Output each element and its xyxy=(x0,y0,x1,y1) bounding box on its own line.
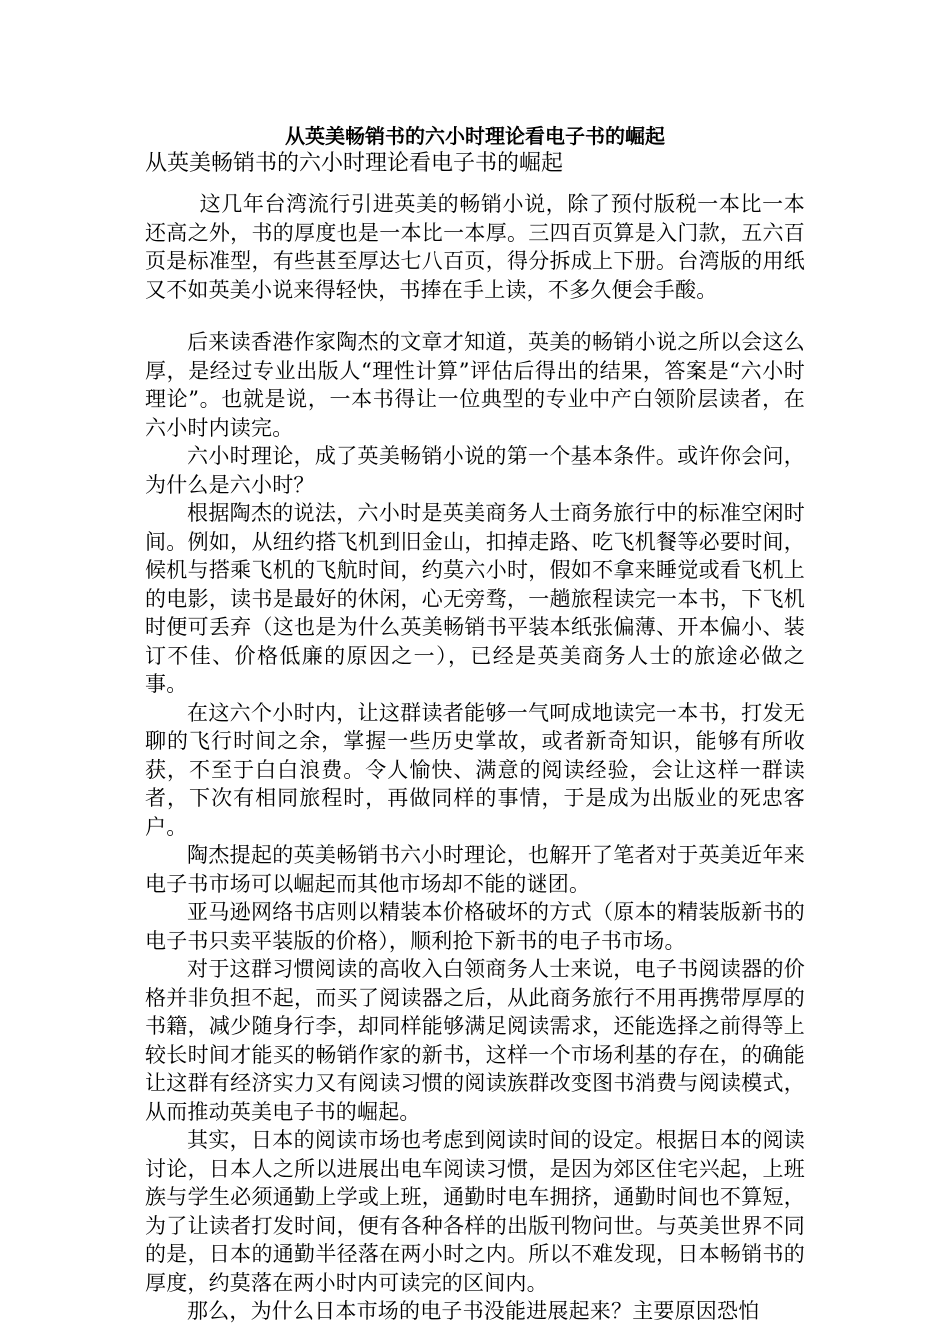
paragraph: 对于这群习惯阅读的高收入白领商务人士来说，电子书阅读器的价格并非负担不起，而买了阅读器之后，从此商务旅行不用再携带厚厚的书籍，减少随身行李，却同样能够满足阅读需求，还能选择之前得等上较长时间才能买的畅销作家的新书，这样一个市场利基的存在，的确能让这群有经济实力又有阅读习惯的阅读族群改变图书消费与阅读模式，从而推动英美电子书的崛起。 xyxy=(145,957,805,1124)
paragraph: 其实，日本的阅读市场也考虑到阅读时间的设定。根据日本的阅读讨论，日本人之所以进展出电车阅读习惯，是因为郊区住宅兴起，上班族与学生必须通勤上学或上班，通勤时电车拥挤，通勤时间也不算短，为了让读者打发时间，便有各种各样的出版刊物问世。与英美世界不同的是，日本的通勤半径落在两小时之内。所以不难发现，日本畅销书的厚度，约莫落在两小时内可读完的区间内。 xyxy=(145,1128,805,1295)
document-page xyxy=(145,122,805,1326)
paragraph-gap xyxy=(145,304,805,328)
document-title: 从英美畅销书的六小时理论看电子书的崛起 xyxy=(285,124,665,148)
paragraph: 六小时理论，成了英美畅销小说的第一个基本条件。或许你会问，为什么是六小时？ xyxy=(145,444,805,497)
paragraph: 根据陶杰的说法，六小时是英美商务人士商务旅行中的标准空闲时间。例如，从纽约搭飞机到旧金山，扣掉走路、吃飞机餐等必要时间，候机与搭乘飞机的飞航时间，约莫六小时，假如不拿来睡觉或看飞机上的电影，读书是最好的休闲，心无旁骛，一趟旅程读完一本书，下飞机时便可丢弃（这也是为什么英美畅销书平装本纸张偏薄、开本偏小、装订不佳、价格低廉的原因之一），已经是英美商务人士的旅途必做之事。 xyxy=(145,501,805,696)
paragraph: 这几年台湾流行引进英美的畅销小说，除了预付版税一本比一本还高之外，书的厚度也是一本比一本厚。三四百页算是入门款，五六百页是标准型，有些甚至厚达七八百页，得分拆成上下册。台湾版的用纸又不如英美小说来得轻快，书捧在手上读，不多久便会手酸。 xyxy=(145,192,805,302)
paragraph: 亚马逊网络书店则以精装本价格破坏的方式（原本的精装版新书的电子书只卖平装版的价格），顺利抢下新书的电子书市场。 xyxy=(145,900,805,953)
document-subtitle: 从英美畅销书的六小时理论看电子书的崛起 xyxy=(145,151,564,176)
paragraph: 在这六个小时内，让这群读者能够一气呵成地读完一本书，打发无聊的飞行时间之余，掌握一些历史掌故，或者新奇知识，能够有所收获，不至于白白浪费。令人愉快、满意的阅读经验，会让这样一群读者，下次有相同旅程时，再做同样的事情，于是成为出版业的死忠客户。 xyxy=(145,700,805,839)
paragraph: 后来读香港作家陶杰的文章才知道，英美的畅销小说之所以会这么厚，是经过专业出版人“理性计算”评估后得出的结果，答案是“六小时理论”。也就是说，一本书得让一位典型的专业中产白领阶层读者，在六小时内读完。 xyxy=(145,330,805,440)
paragraph: 陶杰提起的英美畅销书六小时理论，也解开了笔者对于英美近年来电子书市场可以崛起而其他市场却不能的谜团。 xyxy=(145,843,805,896)
paragraph: 那么，为什么日本市场的电子书没能进展起来？主要原因恐怕 xyxy=(187,1299,760,1323)
